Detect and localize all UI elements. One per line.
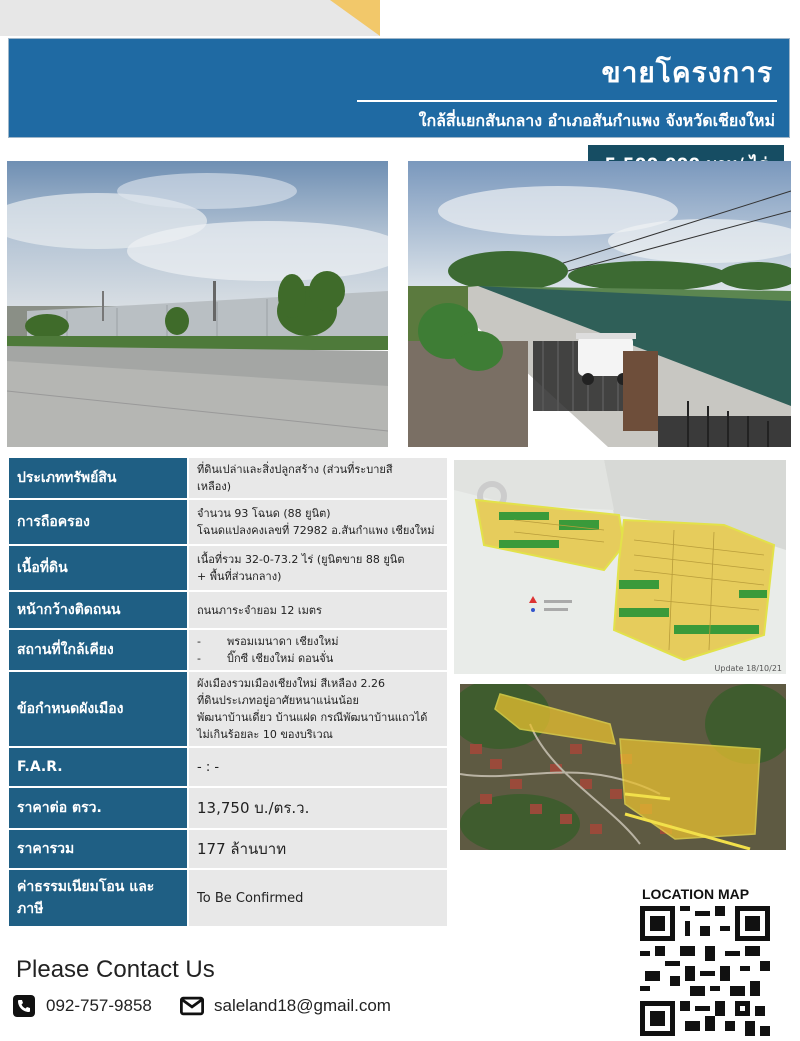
gate-photo — [408, 161, 791, 447]
table-row — [8, 671, 448, 747]
satellite-map — [460, 684, 786, 850]
row-label: เนื้อที่ดิน — [8, 545, 188, 591]
contact-phone[interactable] — [12, 994, 152, 1018]
row-value: - : - — [188, 747, 448, 787]
email-address[interactable]: saleland18@gmail.com — [214, 996, 391, 1015]
property-details-table — [7, 456, 449, 928]
row-value: ถนนภาระจำยอม 12 เมตร — [188, 591, 448, 629]
row-value: ผังเมืองรวมเมืองเชียงใหม่ สีเหลือง 2.26 ที่ดินประเภทอยู่อาศัยหนาแน่นน้อย พัฒนาบ้านเดี่ยว บ้านแฝด กรณีพัฒนาบ้านแถวได้ ไม่เกินร้อยละ 10 ของบริเวณ — [188, 671, 448, 747]
row-label: ประเภททรัพย์สิน — [8, 457, 188, 499]
row-label: หน้ากว้างติดถนน — [8, 591, 188, 629]
row-label: สถานที่ใกล้เคียง — [8, 629, 188, 671]
table-row — [8, 747, 448, 787]
row-value: To Be Confirmed — [188, 869, 448, 927]
table-row — [8, 545, 448, 591]
contact-email[interactable] — [180, 994, 391, 1018]
table-row — [8, 629, 448, 671]
row-label: ราคาต่อ ตรว. — [8, 787, 188, 829]
row-value: ที่ดินเปล่าและสิ่งปลูกสร้าง (ส่วนที่ระบายสี เหลือง) — [188, 457, 448, 499]
row-value: 13,750 บ./ตร.ว. — [188, 787, 448, 829]
table-row — [8, 829, 448, 869]
header-accent-triangle — [330, 0, 380, 36]
row-label: การถือครอง — [8, 499, 188, 545]
table-row — [8, 499, 448, 545]
row-value: เนื้อที่รวม 32-0-73.2 ไร่ (ยูนิตขาย 88 ยูนิต + พื้นที่ส่วนกลาง) — [188, 545, 448, 591]
row-label: F.A.R. — [8, 747, 188, 787]
table-row — [8, 457, 448, 499]
location-subtitle: ใกล้สี่แยกสันกลาง อำเภอสันกำแพง จังหวัดเชียงใหม่ — [418, 111, 775, 130]
row-value: - พรอมเมนาดา เชียงใหม่ - บิ๊กซี เชียงใหม่ ดอนจั่น — [188, 629, 448, 671]
table-row — [8, 869, 448, 927]
row-label: ข้อกำหนดผังเมือง — [8, 671, 188, 747]
location-qr-code[interactable] — [640, 906, 770, 1036]
contact-heading: Please Contact Us — [16, 956, 215, 983]
table-row — [8, 787, 448, 829]
row-label: ราคารวม — [8, 829, 188, 869]
location-map-title: LOCATION MAP — [642, 886, 750, 902]
row-value: จำนวน 93 โฉนด (88 ยูนิต) โฉนดแปลงคงเลขที่ 72982 อ.สันกำแพง เชียงใหม่ — [188, 499, 448, 545]
title-banner — [8, 38, 790, 138]
row-label: ค่าธรรมเนียมโอน และภาษี — [8, 869, 188, 927]
table-row — [8, 591, 448, 629]
site-plan-map — [454, 460, 786, 674]
title-divider — [357, 100, 777, 102]
phone-icon — [12, 994, 36, 1018]
map-update-label: Update 18/10/21 — [714, 664, 782, 673]
page-title: ขายโครงการ — [601, 56, 773, 89]
row-value: 177 ล้านบาท — [188, 829, 448, 869]
phone-number[interactable]: 092-757-9858 — [46, 996, 152, 1015]
header-decoration — [0, 0, 380, 36]
envelope-icon — [180, 994, 204, 1018]
street-photo — [7, 161, 388, 447]
